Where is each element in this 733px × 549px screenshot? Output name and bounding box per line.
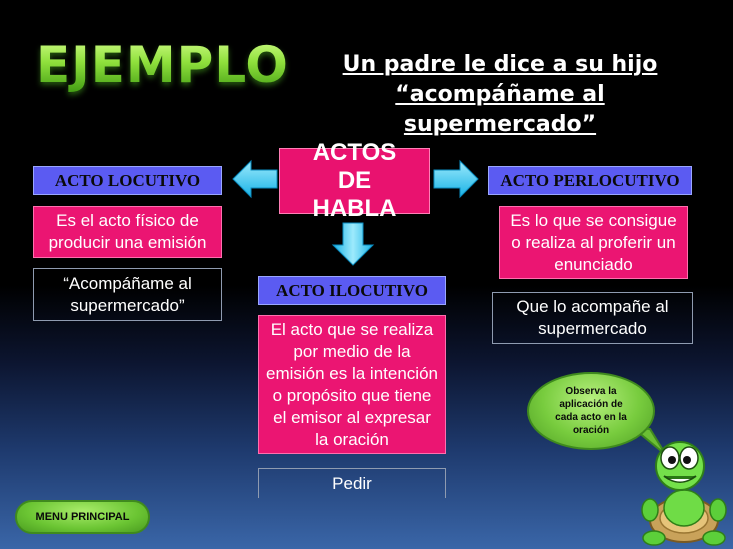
- acto-locutivo-definition: Es el acto físico de producir una emisión: [33, 206, 222, 258]
- center-title-box: [279, 139, 430, 222]
- menu-principal-button[interactable]: [15, 500, 150, 534]
- subtitle-line-2: “acompáñame al supermercado”: [395, 82, 605, 137]
- center-title-text: ACTOS DE HABLA: [312, 139, 397, 222]
- mascot-speech-text: Observa la aplicación de cada acto en la oración: [555, 386, 627, 436]
- acto-perlocutivo-label: ACTO PERLOCUTIVO: [488, 166, 692, 195]
- arrow-right-icon: [432, 158, 480, 200]
- acto-perlocutivo-definition: Es lo que se consigue o realiza al proferir un enunciado: [499, 206, 688, 279]
- slide-title: EJEMPLO: [36, 36, 289, 94]
- acto-locutivo-label: ACTO LOCUTIVO: [33, 166, 222, 195]
- mascot-speech-bubble: [527, 372, 655, 450]
- arrow-left-icon: [231, 158, 279, 200]
- acto-ilocutivo-example: Pedir: [258, 468, 446, 498]
- menu-principal-label: MENU PRINCIPAL: [35, 511, 130, 523]
- turtle-icon: [640, 436, 730, 548]
- subtitle-line-1: Un padre le dice a su hijo: [342, 52, 658, 77]
- slide-subtitle: [310, 50, 690, 140]
- acto-perlocutivo-example: Que lo acompañe al supermercado: [492, 292, 693, 344]
- acto-locutivo-example: “Acompáñame al supermercado”: [33, 268, 222, 321]
- acto-ilocutivo-definition: El acto que se realiza por medio de la emisión es la intención o propósito que tiene el emisor al expresar la oración: [258, 315, 446, 454]
- arrow-down-icon: [331, 221, 375, 267]
- acto-ilocutivo-label: ACTO ILOCUTIVO: [258, 276, 446, 305]
